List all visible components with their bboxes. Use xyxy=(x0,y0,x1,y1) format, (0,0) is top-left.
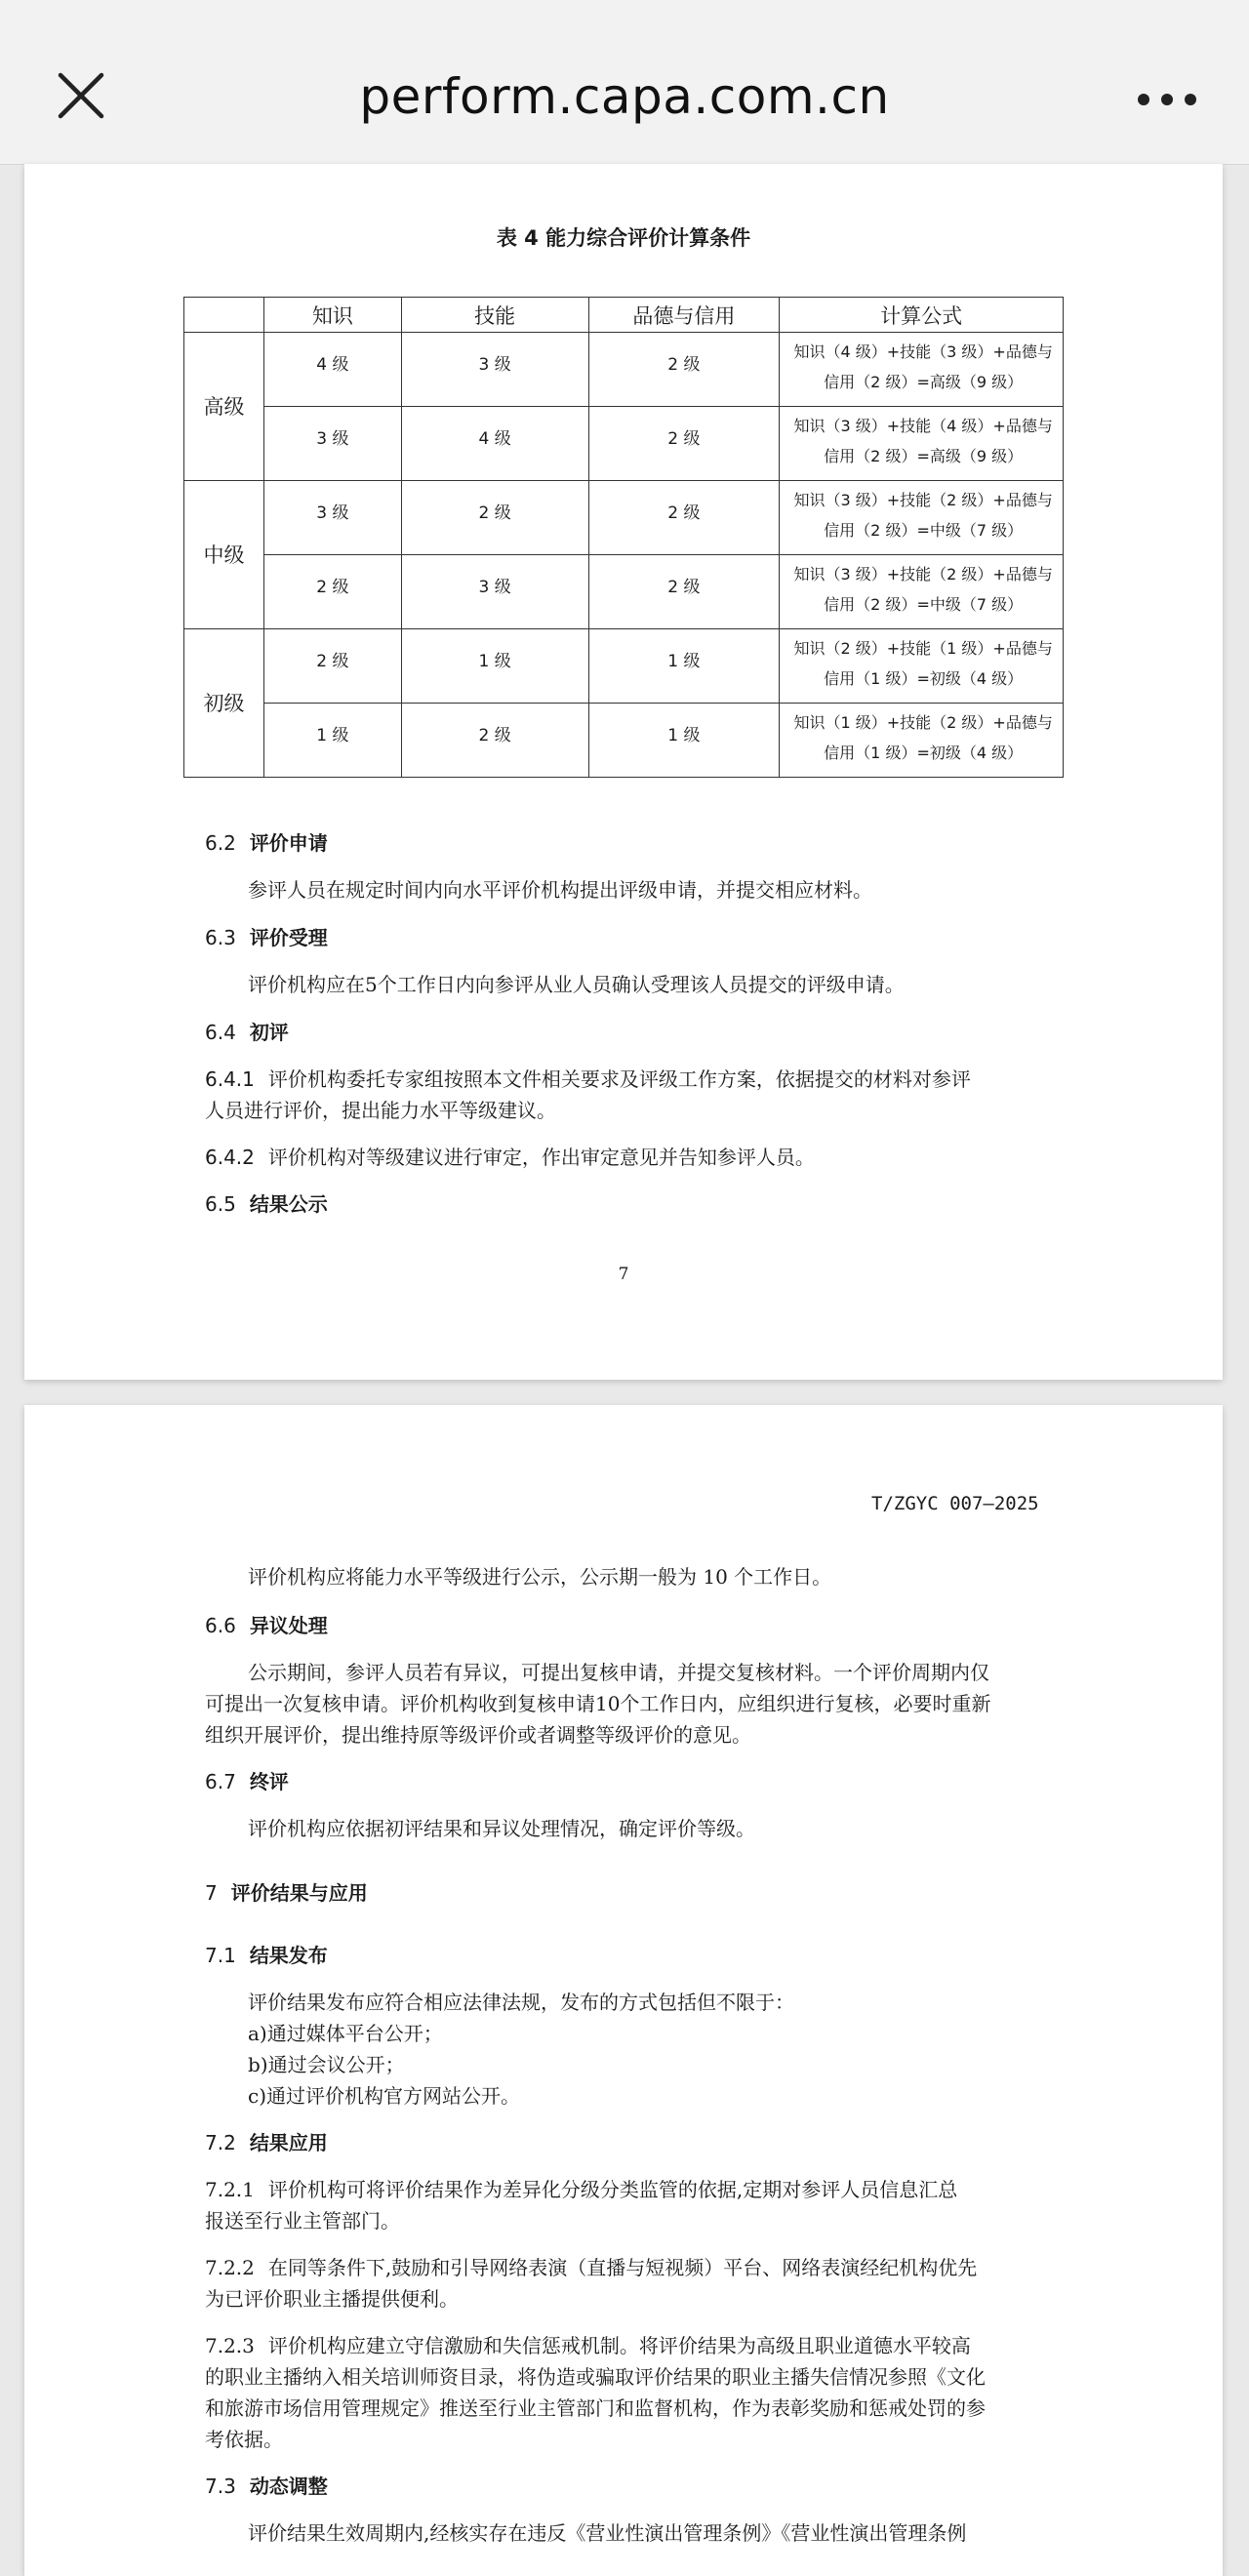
paragraph: 评价机构应将能力水平等级进行公示，公示期一般为 10 个工作日。 xyxy=(248,1565,832,1589)
paragraph: 考依据。 xyxy=(205,2428,283,2451)
section-heading-7-1: 7.1 结果发布 xyxy=(205,1944,328,1967)
paragraph-6-4-2: 6.4.2 评价机构对等级建议进行审定，作出审定意见并告知参评人员。 xyxy=(205,1146,815,1169)
table-cell: 1 级 xyxy=(263,704,401,778)
list-item: c)通过评价机构官方网站公开。 xyxy=(248,2084,521,2108)
table-row xyxy=(184,407,1064,481)
formula-line: 信用（2 级）=中级（7 级） xyxy=(824,595,1024,614)
section-heading-6-5: 6.5 结果公示 xyxy=(205,1192,328,1216)
paragraph: 评价机构应依据初评结果和异议处理情况，确定评价等级。 xyxy=(248,1817,755,1840)
table-header-empty xyxy=(184,298,264,333)
list-item: b)通过会议公开； xyxy=(248,2053,405,2076)
table-cell: 3 级 xyxy=(401,555,588,629)
formula-line: 知识（3 级）+技能（2 级）+品德与 xyxy=(793,491,1053,509)
section-heading-6-7: 6.7 终评 xyxy=(205,1770,289,1793)
formula-cell xyxy=(780,407,1064,481)
formula-cell xyxy=(780,333,1064,407)
paragraph-7-2-1: 7.2.1 评价机构可将评价结果作为差异化分级分类监管的依据,定期对参评人员信息汇总 xyxy=(205,2178,958,2201)
formula-line: 信用（1 级）=初级（4 级） xyxy=(824,744,1024,762)
section-heading-6-6: 6.6 异议处理 xyxy=(205,1614,328,1637)
paragraph: 的职业主播纳入相关培训师资目录，将伪造或骗取评价结果的职业主播失信情况参照《文化 xyxy=(205,2365,986,2389)
level-cell: 高级 xyxy=(184,333,264,481)
section-heading-7: 7 评价结果与应用 xyxy=(205,1881,368,1905)
table-cell: 2 级 xyxy=(263,629,401,704)
formula-line: 信用（2 级）=中级（7 级） xyxy=(824,521,1024,540)
table-cell: 2 级 xyxy=(263,555,401,629)
formula-cell xyxy=(780,629,1064,704)
table-cell: 2 级 xyxy=(588,555,780,629)
document-page-8 xyxy=(24,1405,1223,2576)
browser-top-bar xyxy=(0,0,1249,165)
section-heading-6-3: 6.3 评价受理 xyxy=(205,926,328,949)
paragraph: 评价结果发布应符合相应法律法规，发布的方式包括但不限于： xyxy=(248,1991,794,2014)
paragraph-7-2-3: 7.2.3 评价机构应建立守信激励和失信惩戒机制。将评价结果为高级且职业道德水平较高 xyxy=(205,2334,971,2357)
formula-line: 信用（2 级）=高级（9 级） xyxy=(824,447,1024,465)
table-row xyxy=(184,481,1064,555)
table-cell: 3 级 xyxy=(263,481,401,555)
table-header: 知识 xyxy=(263,298,401,333)
formula-line: 知识（1 级）+技能（2 级）+品德与 xyxy=(793,713,1053,732)
table-row xyxy=(184,704,1064,778)
paragraph: 报送至行业主管部门。 xyxy=(205,2209,400,2233)
table-cell: 2 级 xyxy=(588,481,780,555)
table-cell: 2 级 xyxy=(401,481,588,555)
formula-line: 知识（4 级）+技能（3 级）+品德与 xyxy=(793,342,1053,361)
table-header: 计算公式 xyxy=(780,298,1064,333)
paragraph: 参评人员在规定时间内向水平评价机构提出评级申请，并提交相应材料。 xyxy=(248,878,872,902)
paragraph: 人员进行评价，提出能力水平等级建议。 xyxy=(205,1099,556,1122)
level-cell: 初级 xyxy=(184,629,264,778)
formula-line: 信用（2 级）=高级（9 级） xyxy=(824,373,1024,391)
table-row xyxy=(184,555,1064,629)
table-header: 技能 xyxy=(401,298,588,333)
table-cell: 3 级 xyxy=(263,407,401,481)
table-cell: 2 级 xyxy=(401,704,588,778)
paragraph: 和旅游市场信用管理规定》推送至行业主管部门和监督机构，作为表彰奖励和惩戒处罚的参 xyxy=(205,2396,986,2420)
table-title: 表 4 能力综合评价计算条件 xyxy=(496,226,751,250)
table-row xyxy=(184,629,1064,704)
url-title: perform.capa.com.cn xyxy=(359,68,890,125)
table-cell: 2 级 xyxy=(588,407,780,481)
section-heading-6-2: 6.2 评价申请 xyxy=(205,831,328,855)
table-cell: 1 级 xyxy=(588,629,780,704)
formula-cell xyxy=(780,555,1064,629)
more-options-icon[interactable] xyxy=(1134,88,1202,111)
formula-line: 知识（3 级）+技能（4 级）+品德与 xyxy=(793,417,1053,435)
level-cell: 中级 xyxy=(184,481,264,629)
table-row xyxy=(184,333,1064,407)
paragraph-7-2-2: 7.2.2 在同等条件下,鼓励和引导网络表演（直播与短视频）平台、网络表演经纪机构优先 xyxy=(205,2256,978,2279)
formula-line: 知识（2 级）+技能（1 级）+品德与 xyxy=(793,639,1053,658)
paragraph: 可提出一次复核申请。评价机构收到复核申请10个工作日内，应组织进行复核，必要时重新 xyxy=(205,1692,991,1715)
section-heading-6-4: 6.4 初评 xyxy=(205,1021,289,1044)
table-header-row xyxy=(184,298,1064,333)
formula-cell xyxy=(780,481,1064,555)
table-cell: 4 级 xyxy=(263,333,401,407)
table-cell: 4 级 xyxy=(401,407,588,481)
paragraph: 评价机构应在5个工作日内向参评从业人员确认受理该人员提交的评级申请。 xyxy=(248,973,905,996)
paragraph: 公示期间，参评人员若有异议，可提出复核申请，并提交复核材料。一个评价周期内仅 xyxy=(248,1661,989,1684)
document-page-7 xyxy=(24,164,1223,1380)
table-cell: 1 级 xyxy=(401,629,588,704)
document-id: T/ZGYC 007—2025 xyxy=(871,1493,1039,1514)
paragraph-6-4-1: 6.4.1 评价机构委托专家组按照本文件相关要求及评级工作方案，依据提交的材料对参评 xyxy=(205,1067,971,1091)
evaluation-table xyxy=(183,297,1064,778)
table-cell: 3 级 xyxy=(401,333,588,407)
page-number: 7 xyxy=(618,1265,629,1284)
section-heading-7-3: 7.3 动态调整 xyxy=(205,2475,328,2498)
formula-cell xyxy=(780,704,1064,778)
paragraph: 评价结果生效周期内,经核实存在违反《营业性演出管理条例》《营业性演出管理条例 xyxy=(248,2521,967,2545)
table-header: 品德与信用 xyxy=(588,298,780,333)
paragraph: 为已评价职业主播提供便利。 xyxy=(205,2287,459,2311)
paragraph: 组织开展评价，提出维持原等级评价或者调整等级评价的意见。 xyxy=(205,1723,751,1747)
section-heading-7-2: 7.2 结果应用 xyxy=(205,2131,328,2154)
table-cell: 2 级 xyxy=(588,333,780,407)
list-item: a)通过媒体平台公开； xyxy=(248,2022,443,2045)
formula-line: 信用（1 级）=初级（4 级） xyxy=(824,669,1024,688)
formula-line: 知识（3 级）+技能（2 级）+品德与 xyxy=(793,565,1053,584)
table-cell: 1 级 xyxy=(588,704,780,778)
